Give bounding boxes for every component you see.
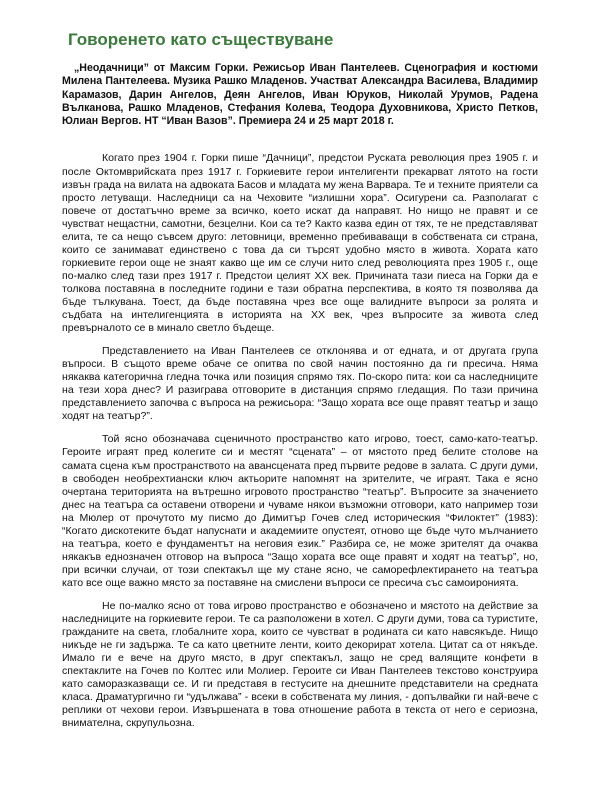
production-credits: „Неодачници” от Максим Горки. Режисьор Иван Пантелеев. Сценография и костюми Милена Пантелеева. Музика Рашко Младенов. Участват Александра Василева, Владимир Карамазов, Дарин Ангелов, Деян Ангелов, Иван Юруков, Николай Урумов, Радена Вълканова, Рашко Младенов, Стефания Колева, Теодора Духовникова, Христо Петков, Юлиан Вергов. НТ “Иван Вазов”. Премиера 24 и 25 март 2018 г. — [62, 62, 538, 128]
article-title: Говоренето като съществуване — [68, 30, 334, 49]
paragraph-2: Представлението на Иван Пантелеев се отклонява и от едната, и от другата група въпроси. В същото време обаче се опитва по свой начин постоянно да ги пресича. Няма някаква категорична гледна точка или позиция спрямо тях. По-скоро пита: кои са наследниците на тези хора днес? И разиграва отговорите в дистанция спрямо гледащия. По тази причина представлението започва с въпроса на режисьора: “Защо хората все още правят театър и защо ходят на театър?”. — [62, 345, 538, 423]
article-body — [62, 152, 538, 730]
paragraph-1: Когато през 1904 г. Горки пише “Дачници”, предстои Руската революция през 1905 г. и после Октомврийската през 1917 г. Горкиевите герои интелигенти прекарват лятото на гости извън града на вилата на адвоката Басов и младата му жена Варвара. Те и техните приятели са просто летуващи. Наследници са на Чеховите “излишни хора”. Осигурени са. Разполагат с повече от достатъчно време за всичко, което искат да направят. Но нищо не правят и се чувстват нещастни, самотни, безцелни. Кои са те? Както казва един от тях, те не представляват елита, те са нещо съвсем друго: летовници, временно пребиваващи в собствената си страна, които се занимават единствено с това да си търсят удобно място в живота. Хората като горкиевите герои още не знаят какво ще им се случи нито след революцията през 1905 г., още по-малко след тази през 1917 г. Предстои целият XX век. Причината тази пиеса на Горки да е толкова поставяна в последните години е тази обратна перспектива, в която тя позволява да бъде тълкувана. Тоест, да бъде поставяна чрез все още валидните въпроси за ролята и съдбата на интелигенцията в историята на XX век, чрез въпросите за живота след превърналото се в минало светло бъдеще. — [62, 152, 538, 335]
paragraph-4: Не по-малко ясно от това игрово пространство е обозначено и мястото на действие за наследниците на горкиевите герои. Те са разположени в хотел. С други думи, това са туристите, гражданите на света, глобалните хора, които се чувстват в родината си като навсякъде. Нищо никъде не ги задържа. Те са като цветните ленти, които декорират хотела. Цитат са от някъде. Имало ги е вече на друго място, в друг спектакъл, защо не сред валящите конфети в спектаклите на Гочев по Колтес или Молиер. Героите си Иван Пантелеев текстово конструира като саморазказващи се. И ги представя в гестусите на днешните представители на средната класа. Драматургично ги “удължава” - всеки в собствената му линия, - допълвайки ги най-вече с реплики от чехови герои. Извършената в това отношение работа в текста от него е сериозна, внимателна, скрупульозна. — [62, 599, 538, 730]
paragraph-3: Той ясно обозначава сценичното пространство като игрово, тоест, само-като-театър. Героите играят пред колегите си и местят “сцената” – от мястото пред белите столове на самата сцена към пространството на авансцената пред първите редове в залата. С други думи, в свободен необрехтиански ключ актьорите напомнят на зрителите, че играят. Така е ясно очертана територията на вътрешно игровото пространство “театър”. Въпросите за значението днес на театъра са оставени отворени и чуваме някои възможни отговори, като например този на Мюлер от прочутото му писмо до Димитър Гочев след историческия “Филоктет” (1983): “Когато дискотеките бъдат напуснати и академиите опустеят, отново ще бъде чуто мълчанието на театъра, което е фундаментът на неговия език.” Разбира се, не може зрителят да очаква някакъв еднозначен отговор на въпроса “Защо хората все още правят и ходят на театър”, но, при всички случаи, от този спектакъл ще му стане ясно, че саморефлектирането на театъра като все още важно място за поставяне на смислени въпроси се пресича със самоиронията. — [62, 433, 538, 589]
